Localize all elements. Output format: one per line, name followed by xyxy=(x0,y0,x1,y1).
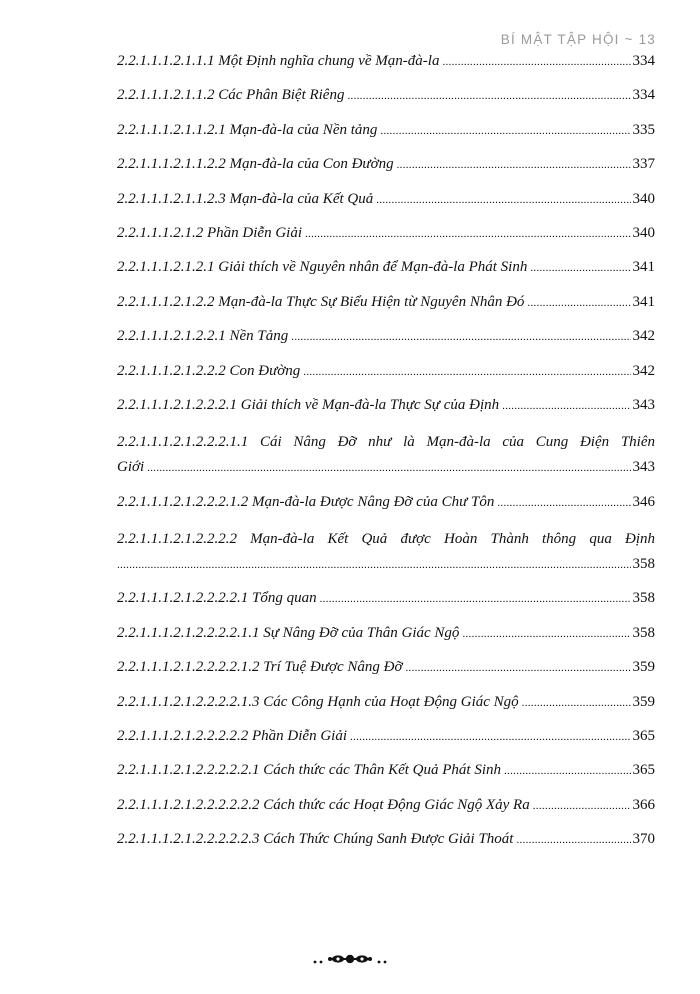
toc-entry[interactable] xyxy=(117,155,655,174)
toc-entry-title: 2.2.1.1.1.2.1.2.2 Mạn-đà-la Thực Sự Biểu Hiện từ Nguyên Nhân Đó xyxy=(117,293,525,310)
toc-entry[interactable] xyxy=(117,258,655,277)
toc-entry-page: 346 xyxy=(632,493,655,510)
dot-leader xyxy=(147,463,630,474)
dot-leader xyxy=(504,766,631,777)
toc-entry-page: 341 xyxy=(632,293,655,310)
toc-entry-title: 2.2.1.1.1.2.1.2.2.2.1.2 Mạn-đà-la Được Nâng Đỡ của Chư Tôn xyxy=(117,493,495,510)
toc-entry-title: 2.2.1.1.1.2.1.1.2.3 Mạn-đà-la của Kết Quả xyxy=(117,190,374,207)
dot-leader xyxy=(533,801,631,812)
toc-entry[interactable] xyxy=(117,362,655,381)
toc-entry-page: 366 xyxy=(632,796,655,813)
dot-leader xyxy=(516,835,630,846)
toc-entry[interactable] xyxy=(117,589,655,608)
toc-entry-page: 343 xyxy=(632,396,655,413)
page-ornament xyxy=(0,949,700,974)
toc-entry[interactable] xyxy=(117,796,655,815)
toc-entry-page: 358 xyxy=(632,624,655,641)
toc-entry-page: 370 xyxy=(632,831,655,848)
toc-entry[interactable] xyxy=(117,396,655,415)
toc-entry-page: 358 xyxy=(632,590,655,607)
toc-entry-title: 2.2.1.1.1.2.1.2.2.2.2.1.2 Trí Tuệ Được Nâng Đỡ xyxy=(117,659,403,676)
toc-entry-title: 2.2.1.1.1.2.1.1.1 Một Định nghĩa chung về Mạn-đà-la xyxy=(117,53,440,69)
dot-leader xyxy=(380,126,630,137)
toc-entry-title: 2.2.1.1.1.2.1.2 Phần Diễn Giải xyxy=(117,224,302,241)
toc-entry[interactable] xyxy=(117,52,655,71)
dot-leader xyxy=(442,57,630,68)
toc-entry-title: 2.2.1.1.1.2.1.2.2.2.2.2.3 Cách Thức Chúng Sanh Được Giải Thoát xyxy=(117,831,514,848)
toc-entry-title: 2.2.1.1.1.2.1.2.1 Giải thích về Nguyên nhân để Mạn-đà-la Phát Sinh xyxy=(117,259,528,276)
toc-entry[interactable] xyxy=(117,658,655,677)
toc-entry-title: 2.2.1.1.1.2.1.1.2.2 Mạn-đà-la của Con Đường xyxy=(117,156,394,173)
dot-leader xyxy=(405,663,630,674)
toc-entry-title: 2.2.1.1.1.2.1.1.2.1 Mạn-đà-la của Nền tảng xyxy=(117,121,378,138)
toc-entry-title: 2.2.1.1.1.2.1.2.2.2.2.1 Tổng quan xyxy=(117,590,317,607)
toc-entry[interactable] xyxy=(117,86,655,105)
toc-entry[interactable] xyxy=(117,327,655,346)
toc-entry-page: 359 xyxy=(632,659,655,676)
toc-entry[interactable] xyxy=(117,293,655,312)
toc-entry-page: 334 xyxy=(632,87,655,104)
toc-entry[interactable] xyxy=(117,624,655,643)
dot-leader xyxy=(530,263,630,274)
toc-entry-title: 2.2.1.1.1.2.1.2.2.1 Nền Tảng xyxy=(117,328,289,345)
toc-entry-page: 340 xyxy=(632,190,655,207)
toc-entry[interactable] xyxy=(117,693,655,712)
toc-entry-title: 2.2.1.1.1.2.1.2.2.2.1 Giải thích về Mạn-đà-la Thực Sự của Định xyxy=(117,396,500,413)
toc-entry[interactable] xyxy=(117,830,655,849)
toc-entry[interactable] xyxy=(117,761,655,780)
dot-leader xyxy=(497,498,630,509)
toc-entry-title: 2.2.1.1.1.2.1.2.2.2.2.1.1 Sự Nâng Đỡ của Thân Giác Ngộ xyxy=(117,624,460,641)
toc-entry[interactable] xyxy=(117,527,655,574)
dot-leader xyxy=(522,698,631,709)
toc-entry-page: 343 xyxy=(632,459,655,476)
toc-entry[interactable] xyxy=(117,430,655,477)
toc-entry[interactable] xyxy=(117,727,655,746)
toc-entry-title: 2.2.1.1.1.2.1.2.2.2 Con Đường xyxy=(117,362,301,379)
toc-entry-page: 359 xyxy=(632,693,655,710)
toc-entry-page: 340 xyxy=(632,224,655,241)
toc-entry-page: 365 xyxy=(632,728,655,745)
toc-entry-title: 2.2.1.1.1.2.1.2.2.2.1.1 Cái Nâng Đỡ như là Mạn-đà-la của Cung Điện Thiên xyxy=(117,434,655,451)
dot-leader xyxy=(502,401,630,412)
dot-leader xyxy=(303,367,630,378)
ornament-icon xyxy=(305,949,395,969)
toc-entry-page: 342 xyxy=(632,362,655,379)
toc-entry-title: 2.2.1.1.1.2.1.2.2.2.2 Mạn-đà-la Kết Quả được Hoàn Thành thông qua Định xyxy=(117,531,655,548)
toc-entry-title: 2.2.1.1.1.2.1.2.2.2.2.2.1 Cách thức các Thân Kết Quả Phát Sinh xyxy=(117,762,501,779)
toc-entry[interactable] xyxy=(117,224,655,243)
toc-entry-page: 335 xyxy=(632,121,655,138)
toc-entry-page: 341 xyxy=(632,259,655,276)
toc-entry-page: 365 xyxy=(632,762,655,779)
toc-entry-page: 342 xyxy=(632,328,655,345)
toc-entry-title: 2.2.1.1.1.2.1.2.2.2.2.2.2 Cách thức các Hoạt Động Giác Ngộ Xảy Ra xyxy=(117,796,530,813)
running-header: BÍ MẬT TẬP HỘI ~ 13 xyxy=(500,32,656,47)
table-of-contents xyxy=(117,52,655,865)
toc-entry-page: 337 xyxy=(632,156,655,173)
toc-entry-title: 2.2.1.1.1.2.1.2.2.2.2.1.3 Các Công Hạnh của Hoạt Động Giác Ngộ xyxy=(117,693,519,710)
toc-entry[interactable] xyxy=(117,493,655,512)
dot-leader xyxy=(350,732,631,743)
dot-leader xyxy=(527,298,630,309)
dot-leader xyxy=(376,195,630,206)
dot-leader xyxy=(347,91,630,102)
dot-leader xyxy=(291,332,630,343)
dot-leader xyxy=(117,560,631,571)
toc-entry-page: 358 xyxy=(632,556,655,573)
dot-leader xyxy=(320,594,631,605)
toc-entry-title: 2.2.1.1.1.2.1.1.2 Các Phân Biệt Riêng xyxy=(117,87,345,104)
dot-leader xyxy=(397,160,631,171)
toc-entry[interactable] xyxy=(117,121,655,140)
dot-leader xyxy=(305,229,631,240)
toc-entry[interactable] xyxy=(117,190,655,209)
dot-leader xyxy=(462,629,630,640)
toc-entry-title: 2.2.1.1.1.2.1.2.2.2.2.2 Phần Diễn Giải xyxy=(117,728,347,745)
toc-entry-page: 334 xyxy=(632,53,655,69)
toc-entry-title-continued: Giới xyxy=(117,459,145,476)
